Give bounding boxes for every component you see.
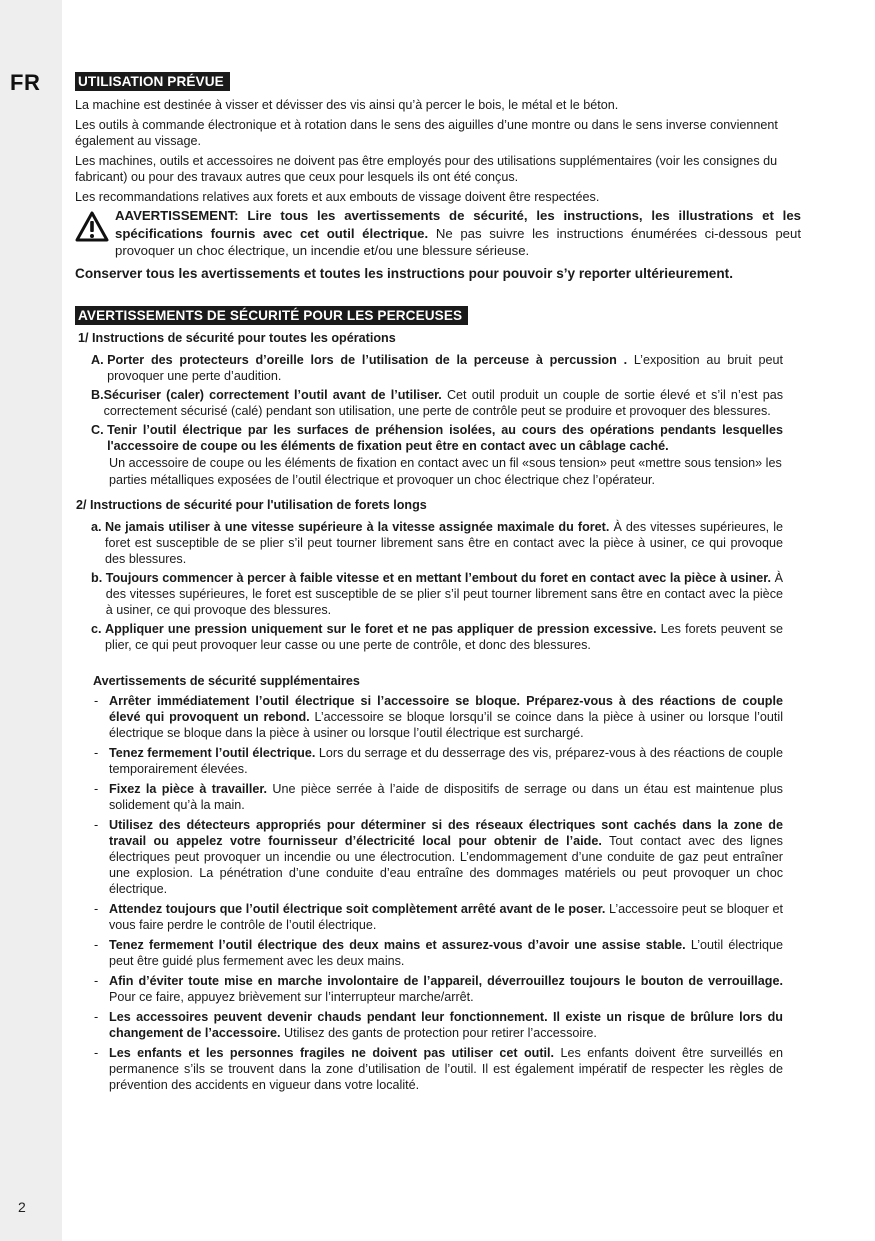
language-tag: FR — [10, 70, 41, 95]
paragraph: La machine est destinée à visser et dévisser des vis ainsi qu’à percer le bois, le métal et le béton. — [75, 98, 619, 112]
warning-bold-text: AAVERTISSEMENT: Lire tous les avertissements de sécurité, les instructions, les illustrations et les spécifications fournis avec cet outil électrique. — [115, 208, 801, 241]
instruction-item-c: c. Appliquer une pression uniquement sur le foret et ne pas appliquer de pression excessive. Les forets peuvent se plier, ce qui peut provoquer leur casse ou une perte de contrôle, et donc des blessures. — [91, 621, 783, 652]
page-content — [75, 72, 801, 1097]
list-item: - Tenez fermement l’outil électrique des deux mains et assurez-vous d’avoir une assise stable. L’outil électrique peut être guidé plus fermement avec les deux mains. — [94, 937, 783, 968]
instruction-item-a: a. Ne jamais utiliser à une vitesse supérieure à la vitesse assignée maximale du foret. À des vitesses supérieures, le foret est susceptible de se plier s’il peut tourner librement sans être en contact avec la pièce à usiner, ce qui provoque des blessures. — [91, 519, 784, 566]
warning-triangle-icon — [75, 207, 115, 260]
list-item: - Tenez fermement l’outil électrique. Lors du serrage et du desserrage des vis, préparez-vous à des réactions de couple temporairement élevées. — [94, 745, 783, 776]
list-item: - Les accessoires peuvent devenir chauds pendant leur fonctionnement. Il existe un risque de brûlure lors du changement de l’accessoire. Utilisez des gants de protection pour retirer l’accessoire. — [94, 1009, 783, 1040]
subsection-title: Avertissements de sécurité supplémentaires — [93, 673, 360, 688]
paragraph: Les recommandations relatives aux forets et aux embouts de vissage doivent être respectées. — [75, 190, 600, 204]
instruction-item-A: A. Porter des protecteurs d’oreille lors de l’utilisation de la perceuse à percussion . L’exposition au bruit peut provoquer une perte d’audition. — [91, 352, 783, 383]
page-number: 2 — [18, 1199, 26, 1215]
instruction-item-C: C. Tenir l’outil électrique par les surfaces de préhension isolées, au cours des opérations pendants lesquelles l'accessoire de coupe ou les éléments de fixation peut être en contact avec un câblage caché. — [91, 422, 783, 453]
list-item: - Arrêter immédiatement l’outil électrique si l’accessoire se bloque. Préparez-vous à des réactions de couple élevé qui provoquent un rebond. L’accessoire se bloque lorsqu’il se coince dans la pièce à usiner ou lorsque l’outil électrique se bloque dans la pièce à usiner ou lorsque l’outil électrique est surchargé. — [94, 693, 784, 740]
warning-text: Ne pas suivre les instructions énumérées ci-dessous peut provoquer un choc électrique, un incendie et/ou une blessure sérieuse. — [115, 225, 801, 258]
list-item: - Afin d’éviter toute mise en marche involontaire de l’appareil, déverrouillez toujours le bouton de verrouillage. Pour ce faire, appuyez brièvement sur l’interrupteur marche/arrêt. — [94, 973, 783, 1004]
list-item: - Utilisez des détecteurs appropriés pour déterminer si des réseaux électriques sont cachés dans la zone de travail ou appelez votre fournisseur d’électricité local pour obtenir de l’aide. Tout contact avec des lignes électriques peut provoquer un incendie ou une électrocution. L’endommagement d’une conduite de gaz peut entraîner une explosion. La pénétration d’une conduite d’eau entraîne des dommages matériels ou peut provoquer un choc électrique. — [94, 817, 783, 896]
keep-instructions-note: Conserver tous les avertissements et toutes les instructions pour pouvoir s’y reporter ultérieurement. — [75, 265, 733, 281]
paragraph: Les outils à commande électronique et à rotation dans le sens des aiguilles d’une montre ou dans le sens inverse conviennent également au vissage. — [75, 118, 778, 148]
instruction-item-b: b. Toujours commencer à percer à faible vitesse et en mettant l’embout du foret en contact avec la pièce à usiner. À des vitesses supérieures, le foret est susceptible de se plier s’il peut tourner librement sans être en contact avec la pièce à usiner, ce qui provoque des blessures. — [91, 570, 783, 617]
paragraph: Les machines, outils et accessoires ne doivent pas être employés pour des utilisations supplémentaires (voir les consignes du fabricant) ou pour des travaux autres que ceux pour lesquels ils ont été conçus. — [75, 154, 778, 184]
warning-block — [75, 207, 801, 260]
additional-warnings-list — [75, 693, 801, 1093]
subsection-title: 2/ Instructions de sécurité pour l'utilisation de forets longs — [76, 497, 427, 512]
list-item: - Fixez la pièce à travailler. Une pièce serrée à l’aide de dispositifs de serrage ou dans un étau est maintenue plus solidement qu’à la main. — [94, 781, 783, 812]
list-item: - Les enfants et les personnes fragiles ne doivent pas utiliser cet outil. Les enfants doivent être surveillés en permanence s’ils se trouvent dans la zone d’utilisation de l’outil. Il est également impératif de respecter les règles de prévention des accidents en vigueur dans votre localité. — [94, 1045, 783, 1092]
list-item: - Attendez toujours que l’outil électrique soit complètement arrêté avant de le poser. L’accessoire peut se bloquer et vous faire perdre le contrôle de l’outil électrique. — [94, 901, 784, 932]
subsection-title: 1/ Instructions de sécurité pour toutes les opérations — [78, 330, 396, 345]
side-margin-band — [0, 0, 62, 1241]
instruction-item-C-detail: Un accessoire de coupe ou les éléments de fixation en contact avec un fil «sous tension» peut «mettre sous tension» les parties métalliques exposées de l’outil électrique et provoquer un choc électrique chez l’opérateur. — [109, 455, 782, 487]
section-heading-drill-safety: AVERTISSEMENTS DE SÉCURITÉ POUR LES PERCEUSES — [75, 306, 468, 325]
section-heading-intended-use: UTILISATION PRÉVUE — [75, 72, 230, 91]
instruction-item-B: B. Sécuriser (caler) correctement l’outil avant de l’utiliser. Cet outil produit un couple de sortie élevé et s’il n’est pas correctement sécurisé (calé) pendant son utilisation, une perte de contrôle peut se produire et provoquer des blessures. — [91, 387, 783, 418]
